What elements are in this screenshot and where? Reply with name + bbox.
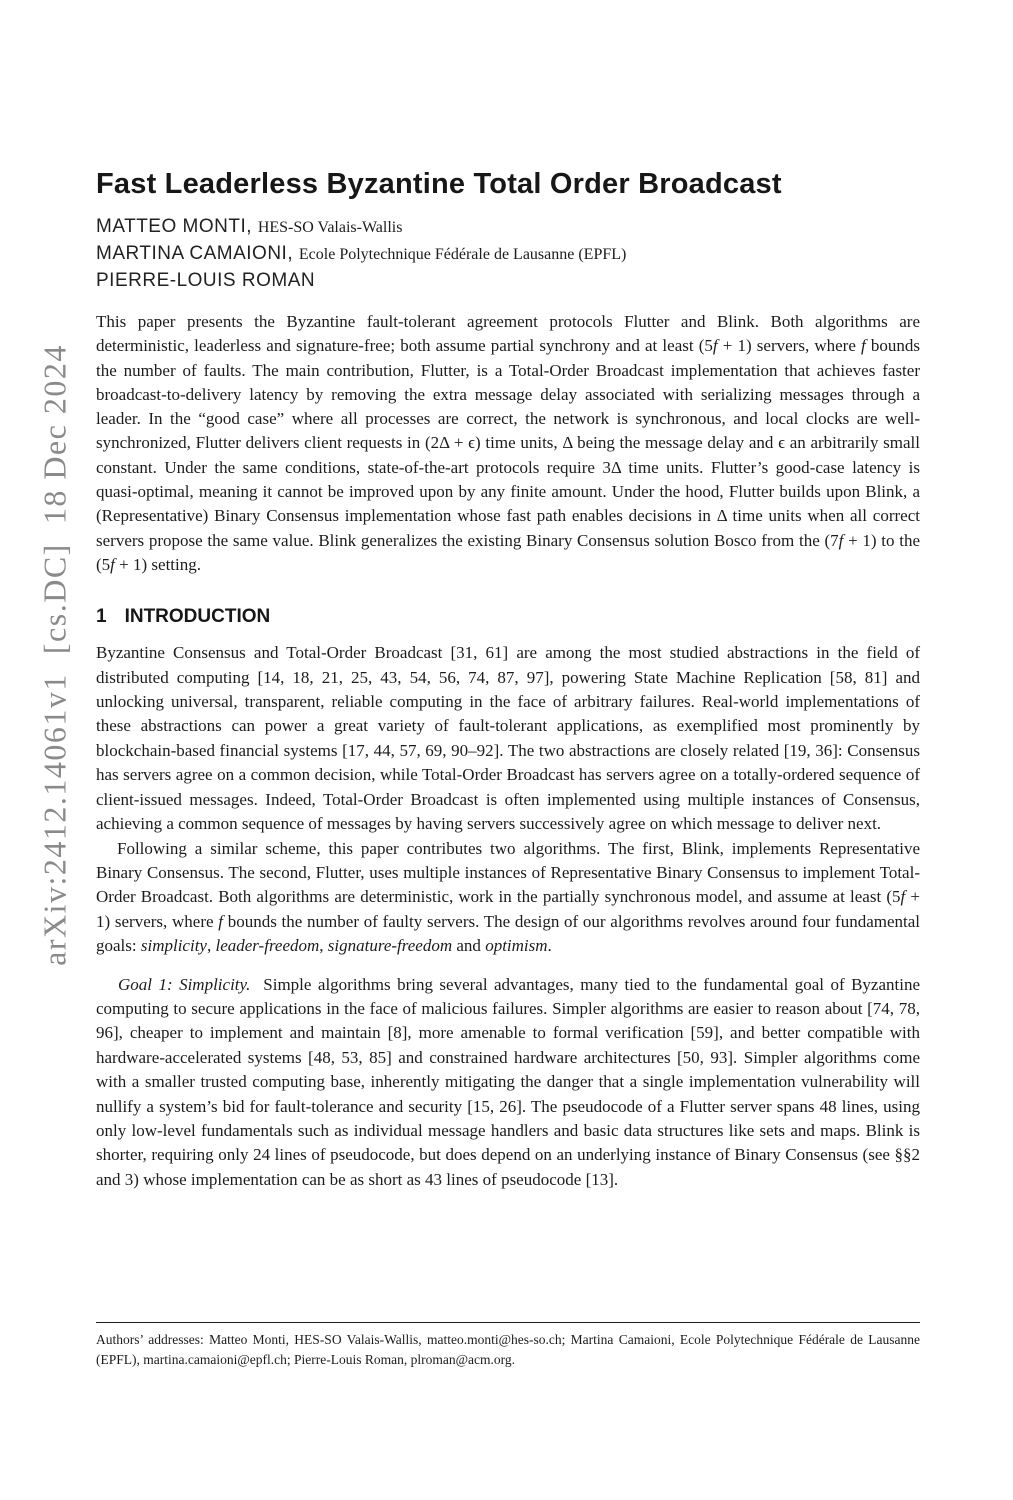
footnote-rule [96,1322,920,1323]
intro-paragraph-1: Byzantine Consensus and Total-Order Broadcast [31, 61] are among the most studied abstractions in the field of distributed computing [14, 18, 21, 25, 43, 54, 56, 74, 87, 97], powering State Machine Replication [58, 81] and unlocking universal, transparent, reliable computing in the face of arbitrary failures. Real-world implementations of these abstractions can power a great variety of fault-tolerant applications, as exemplified most prominently by blockchain-based financial systems [17, 44, 57, 69, 90–92]. The two abstractions are closely related [19, 36]: Consensus has servers agree on a common decision, while Total-Order Broadcast has servers agree on a totally-ordered sequence of client-issued messages. Indeed, Total-Order Broadcast is often implemented using multiple instances of Consensus, achieving a common sequence of messages by having servers successively agree on which message to deliver next. [96,643,920,834]
author-line [96,268,920,295]
authors-addresses-footnote: Authors’ addresses: Matteo Monti, HES-SO Valais-Wallis, matteo.monti@hes-so.ch; Martina Camaioni, Ecole Polytechnique Fédérale de Lausanne (EPFL), martina.camaioni@epfl.ch; Pierre-Louis Roman, plroman@acm.org. [96,1332,920,1367]
author-name: PIERRE-LOUIS ROMAN [96,270,316,291]
section-heading-introduction [96,606,920,628]
author-affiliation: HES-SO Valais-Wallis [257,219,403,236]
author-line [96,241,920,268]
goal-1-paragraph: Goal 1: Simplicity. Simple algorithms bring several advantages, many tied to the fundamental goal of Byzantine computing to secure applications in the face of malicious failures. Simpler algorithms are easier to reason about [74, 78, 96], cheaper to implement and maintain [8], more amenable to formal verification [59], and better compatible with hardware-accelerated systems [48, 53, 85] and constrained hardware architectures [50, 93]. Simpler algorithms come with a smaller trusted computing base, inherently mitigating the danger that a single implementation vulnerability will nullify a system’s bid for fault-tolerance and security [15, 26]. The pseudocode of a Flutter server spans 48 lines, using only low-level fundamentals such as individual message handlers and basic data structures like sets and maps. Blink is shorter, requiring only 24 lines of pseudocode, but does depend on an underlying instance of Binary Consensus (see §§2 and 3) whose implementation can be as short as 43 lines of pseudocode [13]. [96,974,920,1189]
section-number: 1 [96,606,107,628]
paper-title: Fast Leaderless Byzantine Total Order Broadcast [96,168,782,200]
intro-paragraph-2: Following a similar scheme, this paper contributes two algorithms. The first, Blink, implements Representative Binary Consensus. The second, Flutter, uses multiple instances of Representative Binary Consensus to implement Total-Order Broadcast. Both algorithms are deterministic, work in the partially synchronous model, and assume at least (5f + 1) servers, where f bounds the number of faulty servers. The design of our algorithms revolves around four fundamental goals: simplicity, leader-freedom, signature-freedom and optimism. [96,838,921,956]
paper-page [96,0,920,1192]
abstract-paragraph: This paper presents the Byzantine fault-tolerant agreement protocols Flutter and Blink. Both algorithms are deterministic, leaderless and signature-free; both assume partial synchrony and at least (5f + 1) servers, where f bounds the number of faults. The main contribution, Flutter, is a Total-Order Broadcast implementation that achieves faster broadcast-to-delivery latency by removing the extra message delay associated with serializing messages through a leader. In the “good case” where all processes are correct, the network is synchronous, and local clocks are well-synchronized, Flutter delivers client requests in (2Δ + ϵ) time units, Δ being the message delay and ϵ an arbitrarily small constant. Under the same conditions, state-of-the-art protocols require 3Δ time units. Flutter’s good-case latency is quasi-optimal, meaning it cannot be improved upon by any finite amount. Under the hood, Flutter builds upon Blink, a (Representative) Binary Consensus implementation whose fast path enables decisions in Δ time units when all correct servers propose the same value. Blink generalizes the existing Binary Consensus solution Bosco from the (7f + 1) to the (5f + 1) setting. [96,312,921,574]
author-name: MARTINA CAMAIONI, [96,243,294,264]
footnote-block [96,1322,920,1369]
author-line [96,214,920,241]
author-name: MATTEO MONTI, [96,216,253,237]
section-title: INTRODUCTION [124,606,271,628]
arxiv-watermark: arXiv:2412.14061v1 [cs.DC] 18 Dec 2024 [36,344,73,966]
author-affiliation: Ecole Polytechnique Fédérale de Lausanne (EPFL) [298,246,627,263]
author-block [96,214,920,295]
